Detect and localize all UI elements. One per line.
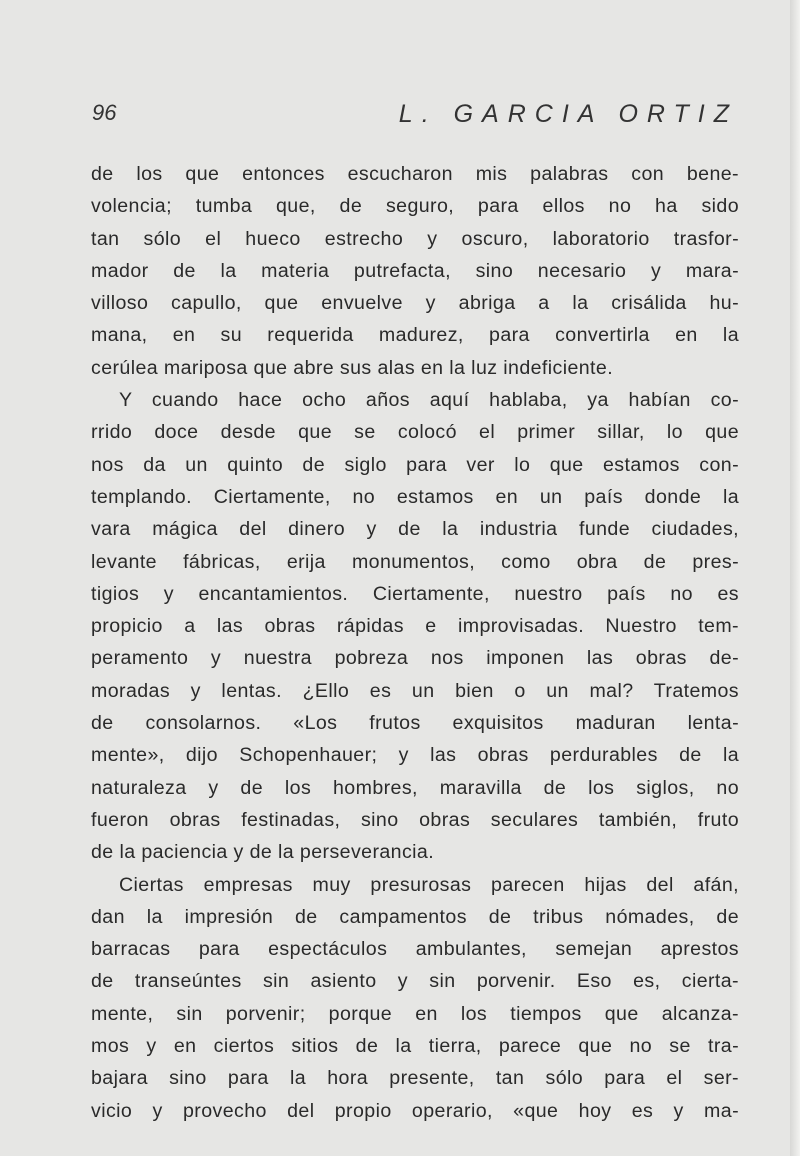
page-number: 96 <box>92 100 117 125</box>
text-line: mana, en su requerida madurez, para convertirla en la <box>91 324 739 347</box>
text-line: vicio y provecho del propio operario, «que hoy es y ma- <box>91 1099 739 1122</box>
paragraph-start-line: Y cuando hace ocho años aquí hablaba, ya habían co- <box>119 389 739 412</box>
text-line: rrido doce desde que se colocó el primer sillar, lo que <box>91 421 739 444</box>
text-line: levante fábricas, erija monumentos, como obra de pres- <box>91 550 739 573</box>
text-line: volencia; tumba que, de seguro, para ellos no ha sido <box>91 195 739 218</box>
text-line: mador de la materia putrefacta, sino necesario y mara- <box>91 259 739 282</box>
text-line: propicio a las obras rápidas e improvisadas. Nuestro tem- <box>91 615 739 638</box>
running-head-author: L. GARCIA ORTIZ <box>398 100 738 128</box>
text-line: dan la impresión de campamentos de tribus nómades, de <box>91 905 739 928</box>
text-line: tigios y encantamientos. Ciertamente, nuestro país no es <box>91 582 739 605</box>
text-line: de la paciencia y de la perseverancia. <box>91 841 435 864</box>
text-line: vara mágica del dinero y de la industria funde ciudades, <box>91 518 739 541</box>
body-text <box>91 158 739 1127</box>
text-line: nos da un quinto de siglo para ver lo que estamos con- <box>91 453 739 476</box>
text-line: barracas para espectáculos ambulantes, semejan aprestos <box>91 938 739 961</box>
text-line: de consolarnos. «Los frutos exquisitos maduran lenta- <box>91 712 739 735</box>
text-line: mente», dijo Schopenhauer; y las obras perdurables de la <box>91 744 739 767</box>
text-line: cerúlea mariposa que abre sus alas en la luz indeficiente. <box>91 356 614 379</box>
paragraph-start-line: Ciertas empresas muy presurosas parecen hijas del afán, <box>119 873 739 896</box>
text-line: de transeúntes sin asiento y sin porvenir. Eso es, cierta- <box>91 970 739 993</box>
text-line: moradas y lentas. ¿Ello es un bien o un mal? Tratemos <box>91 679 739 702</box>
text-line: villoso capullo, que envuelve y abriga a la crisálida hu- <box>91 292 739 315</box>
page-header <box>92 100 738 136</box>
text-line: bajara sino para la hora presente, tan sólo para el ser- <box>91 1067 739 1090</box>
text-line: de los que entonces escucharon mis palabras con bene- <box>91 163 739 185</box>
text-line: mente, sin porvenir; porque en los tiempos que alcanza- <box>91 1002 739 1025</box>
page-edge <box>790 0 800 1156</box>
text-line: peramento y nuestra pobreza nos imponen las obras de- <box>91 647 739 670</box>
text-line: tan sólo el hueco estrecho y oscuro, laboratorio trasfor- <box>91 227 739 250</box>
text-line: mos y en ciertos sitios de la tierra, parece que no se tra- <box>91 1035 739 1058</box>
text-line: fueron obras festinadas, sino obras seculares también, fruto <box>91 808 739 831</box>
text-line: templando. Ciertamente, no estamos en un país donde la <box>91 485 739 508</box>
text-line: naturaleza y de los hombres, maravilla de los siglos, no <box>91 776 739 799</box>
